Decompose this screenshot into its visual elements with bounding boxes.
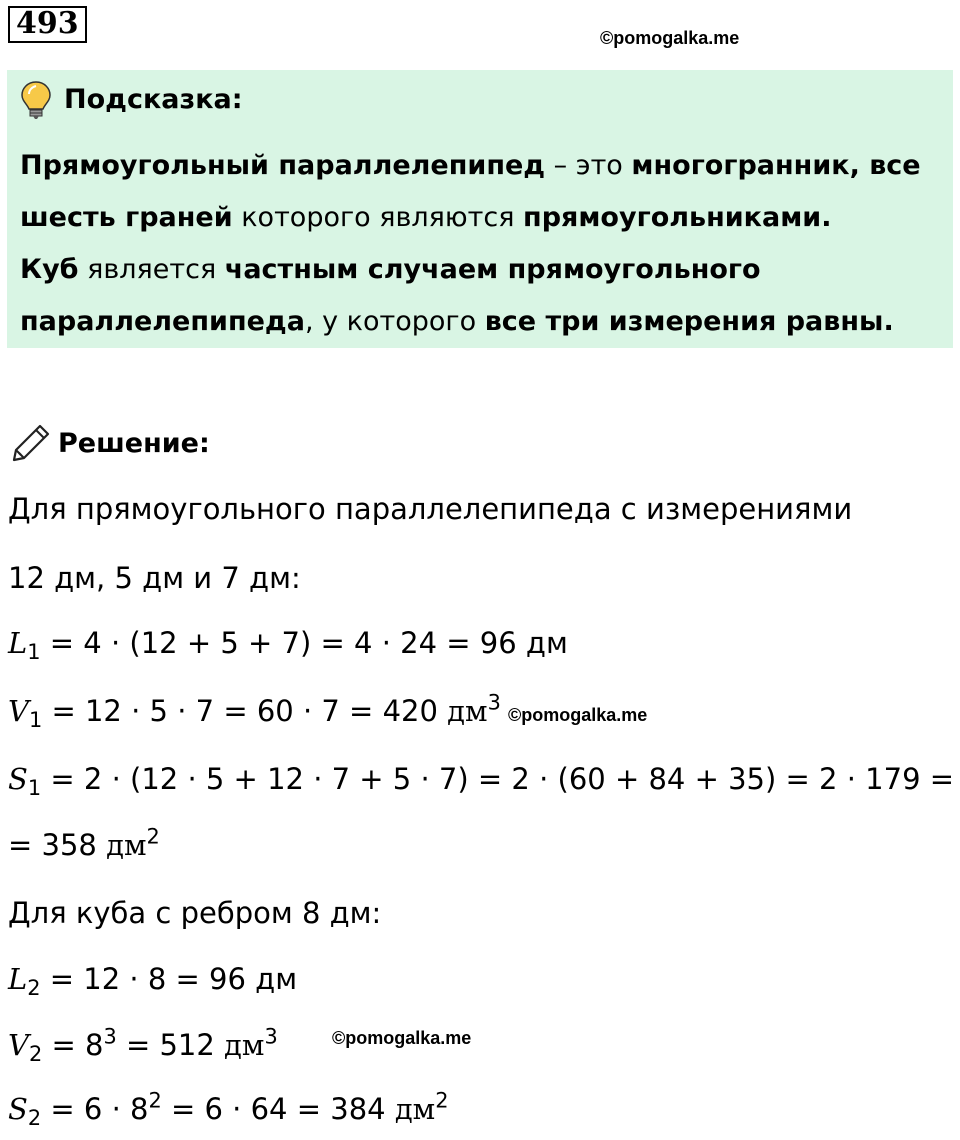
term-cube: Куб bbox=[20, 254, 79, 285]
formula-L1 bbox=[8, 626, 568, 664]
hint-line-4 bbox=[20, 306, 894, 337]
symbol: V bbox=[8, 694, 29, 728]
solution-intro-line-2: 12 дм, 5 дм и 7 дм: bbox=[8, 561, 301, 595]
formula-V1 bbox=[8, 690, 501, 732]
watermark: ©pomogalka.me bbox=[508, 705, 648, 725]
subscript: 1 bbox=[27, 639, 41, 664]
hint-title: Подсказка: bbox=[64, 84, 243, 115]
term-rectangles: прямоугольниками bbox=[523, 202, 822, 233]
expression: = 12 · 5 · 7 = 60 · 7 = 420 bbox=[42, 694, 448, 728]
hint-line-1 bbox=[20, 150, 921, 181]
term-equal-dimensions: все три измерения равны bbox=[484, 306, 884, 337]
hint-text: . bbox=[821, 202, 832, 233]
symbol: L bbox=[8, 962, 28, 996]
exponent: 3 bbox=[487, 690, 501, 715]
expression: = 6 · 64 = 384 bbox=[161, 1092, 395, 1126]
formula-V2 bbox=[8, 1024, 278, 1066]
symbol: V bbox=[8, 1028, 29, 1062]
unit: дм bbox=[447, 694, 488, 728]
formula-S1-continued bbox=[8, 824, 160, 862]
unit: дм bbox=[394, 1092, 436, 1126]
exponent: 2 bbox=[146, 824, 160, 849]
expression: = 512 bbox=[116, 1028, 225, 1062]
hint-text: . bbox=[883, 306, 894, 337]
hint-line-3 bbox=[20, 254, 761, 285]
subscript: 2 bbox=[28, 1041, 43, 1066]
hint-text: которого являются bbox=[232, 202, 524, 233]
expression: = 2 · (12 · 5 + 12 · 7 + 5 · 7) = 2 · (60 + 84 + 35) = 2 · 179 = bbox=[41, 762, 955, 796]
exponent: 3 bbox=[103, 1024, 117, 1049]
expression: = 4 · (12 + 5 + 7) = 4 · 24 = 96 дм bbox=[40, 626, 568, 660]
unit: дм bbox=[106, 828, 147, 862]
expression: = 358 bbox=[8, 828, 107, 862]
subscript: 1 bbox=[28, 707, 43, 732]
lightbulb-icon bbox=[20, 80, 52, 120]
solution-intro-line-1: Для прямоугольного параллелепипеда с измерениями bbox=[8, 492, 853, 526]
formula-S1 bbox=[8, 762, 955, 800]
expression: = 6 · 8 bbox=[41, 1092, 149, 1126]
symbol: S bbox=[8, 762, 28, 796]
term-special-case: частным случаем прямоугольного bbox=[224, 254, 761, 285]
solution-title: Решение: bbox=[58, 428, 210, 459]
symbol: L bbox=[8, 626, 28, 660]
formula-S2 bbox=[8, 1088, 449, 1130]
hint-text: , все bbox=[849, 150, 921, 181]
subscript: 2 bbox=[27, 975, 41, 1000]
term-six-faces: шесть граней bbox=[20, 202, 233, 233]
cube-intro: Для куба с ребром 8 дм: bbox=[8, 896, 382, 930]
expression: = 8 bbox=[42, 1028, 104, 1062]
subscript: 2 bbox=[27, 1105, 42, 1130]
pencil-icon bbox=[10, 422, 52, 464]
subscript: 1 bbox=[27, 775, 42, 800]
hint-text: – это bbox=[545, 150, 632, 181]
exponent: 2 bbox=[435, 1088, 449, 1113]
watermark: ©pomogalka.me bbox=[600, 28, 740, 48]
watermark: ©pomogalka.me bbox=[332, 1028, 472, 1048]
hint-text: является bbox=[78, 254, 225, 285]
unit: дм bbox=[224, 1028, 265, 1062]
symbol: S bbox=[8, 1092, 28, 1126]
exponent: 2 bbox=[148, 1088, 162, 1113]
term-parallelepiped: параллелепипеда bbox=[20, 306, 305, 337]
term-parallelepiped: Прямоугольный параллелепипед bbox=[20, 150, 546, 181]
exponent: 3 bbox=[264, 1024, 278, 1049]
hint-line-2 bbox=[20, 202, 831, 233]
term-polyhedron: многогранник bbox=[631, 150, 850, 181]
hint-text: , у которого bbox=[304, 306, 485, 337]
problem-number: 493 bbox=[8, 6, 87, 43]
expression: = 12 · 8 = 96 дм bbox=[40, 962, 298, 996]
formula-L2 bbox=[8, 962, 298, 1000]
